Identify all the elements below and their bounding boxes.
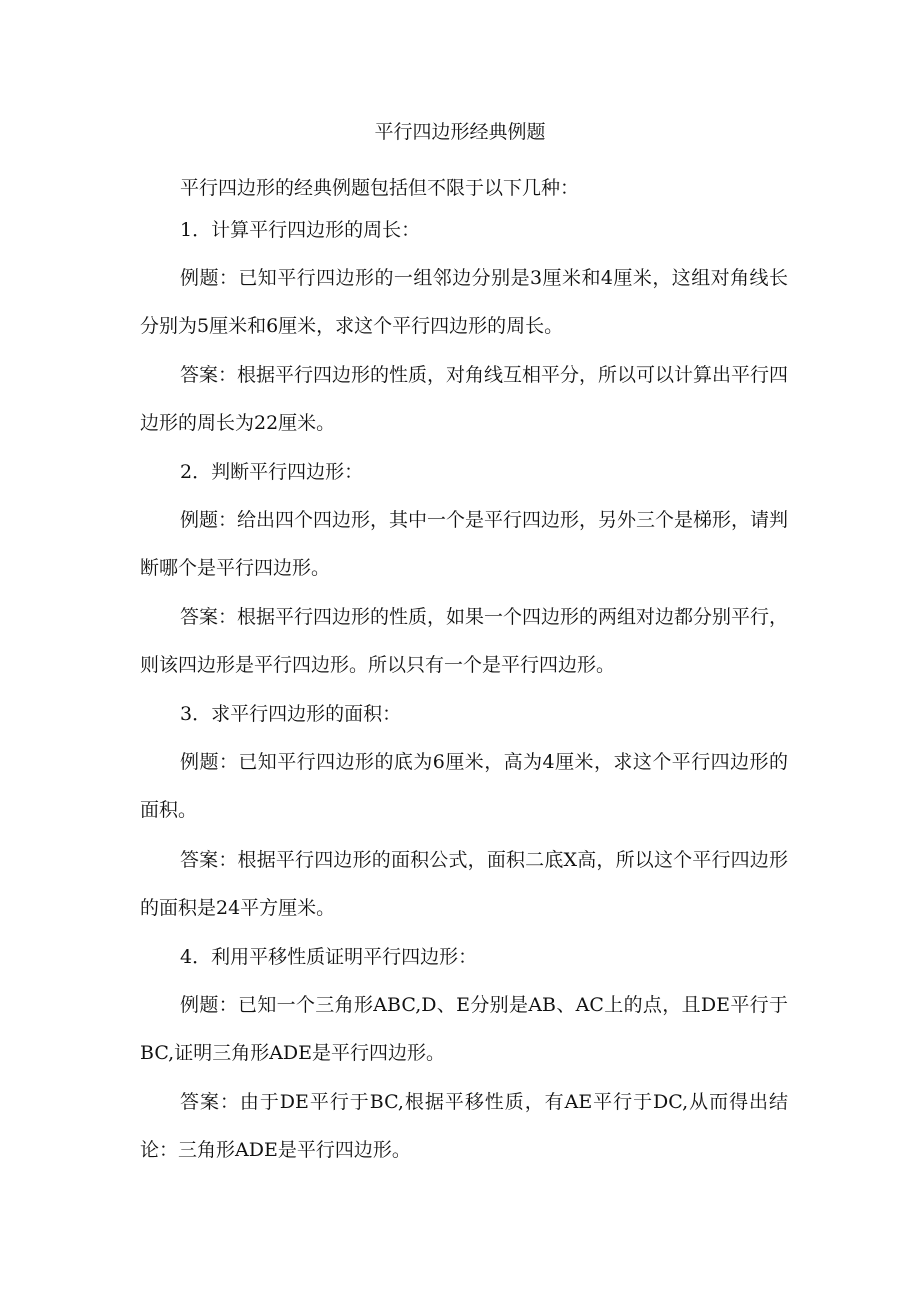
intro-paragraph: 平行四边形的经典例题包括但不限于以下几种： xyxy=(180,177,580,199)
section-4-answer: 答案：由于DE平行于BC,根据平移性质，有AE平行于DC,从而得出结论：三角形ADE是平行四边形。 xyxy=(140,1091,788,1161)
section-4-heading: 4．利用平移性质证明平行四边形： xyxy=(180,946,478,968)
section-3-answer: 答案：根据平行四边形的面积公式，面积二底X高，所以这个平行四边形的面积是24平方厘米。 xyxy=(140,849,788,919)
section-2-heading: 2．判断平行四边形： xyxy=(180,461,364,483)
section-1-answer: 答案：根据平行四边形的性质，对角线互相平分，所以可以计算出平行四边形的周长为22厘米。 xyxy=(140,364,789,434)
section-3-heading: 3．求平行四边形的面积： xyxy=(180,703,402,725)
section-3-example: 例题：已知平行四边形的底为6厘米，高为4厘米，求这个平行四边形的面积。 xyxy=(140,751,788,821)
section-4-example: 例题：已知一个三角形ABC,D、E分别是AB、AC上的点，且DE平行于BC,证明三角形ADE是平行四边形。 xyxy=(140,994,788,1064)
document-title: 平行四边形经典例题 xyxy=(374,121,546,143)
section-1-heading: 1．计算平行四边形的周长： xyxy=(180,219,421,241)
section-2-example: 例题：给出四个四边形，其中一个是平行四边形，另外三个是梯形，请判断哪个是平行四边形。 xyxy=(140,509,789,579)
section-1-example: 例题：已知平行四边形的一组邻边分别是3厘米和4厘米，这组对角线长分别为5厘米和6厘米，求这个平行四边形的周长。 xyxy=(140,267,788,337)
section-2-answer: 答案：根据平行四边形的性质，如果一个四边形的两组对边都分别平行，则该四边形是平行四边形。所以只有一个是平行四边形。 xyxy=(140,606,789,676)
